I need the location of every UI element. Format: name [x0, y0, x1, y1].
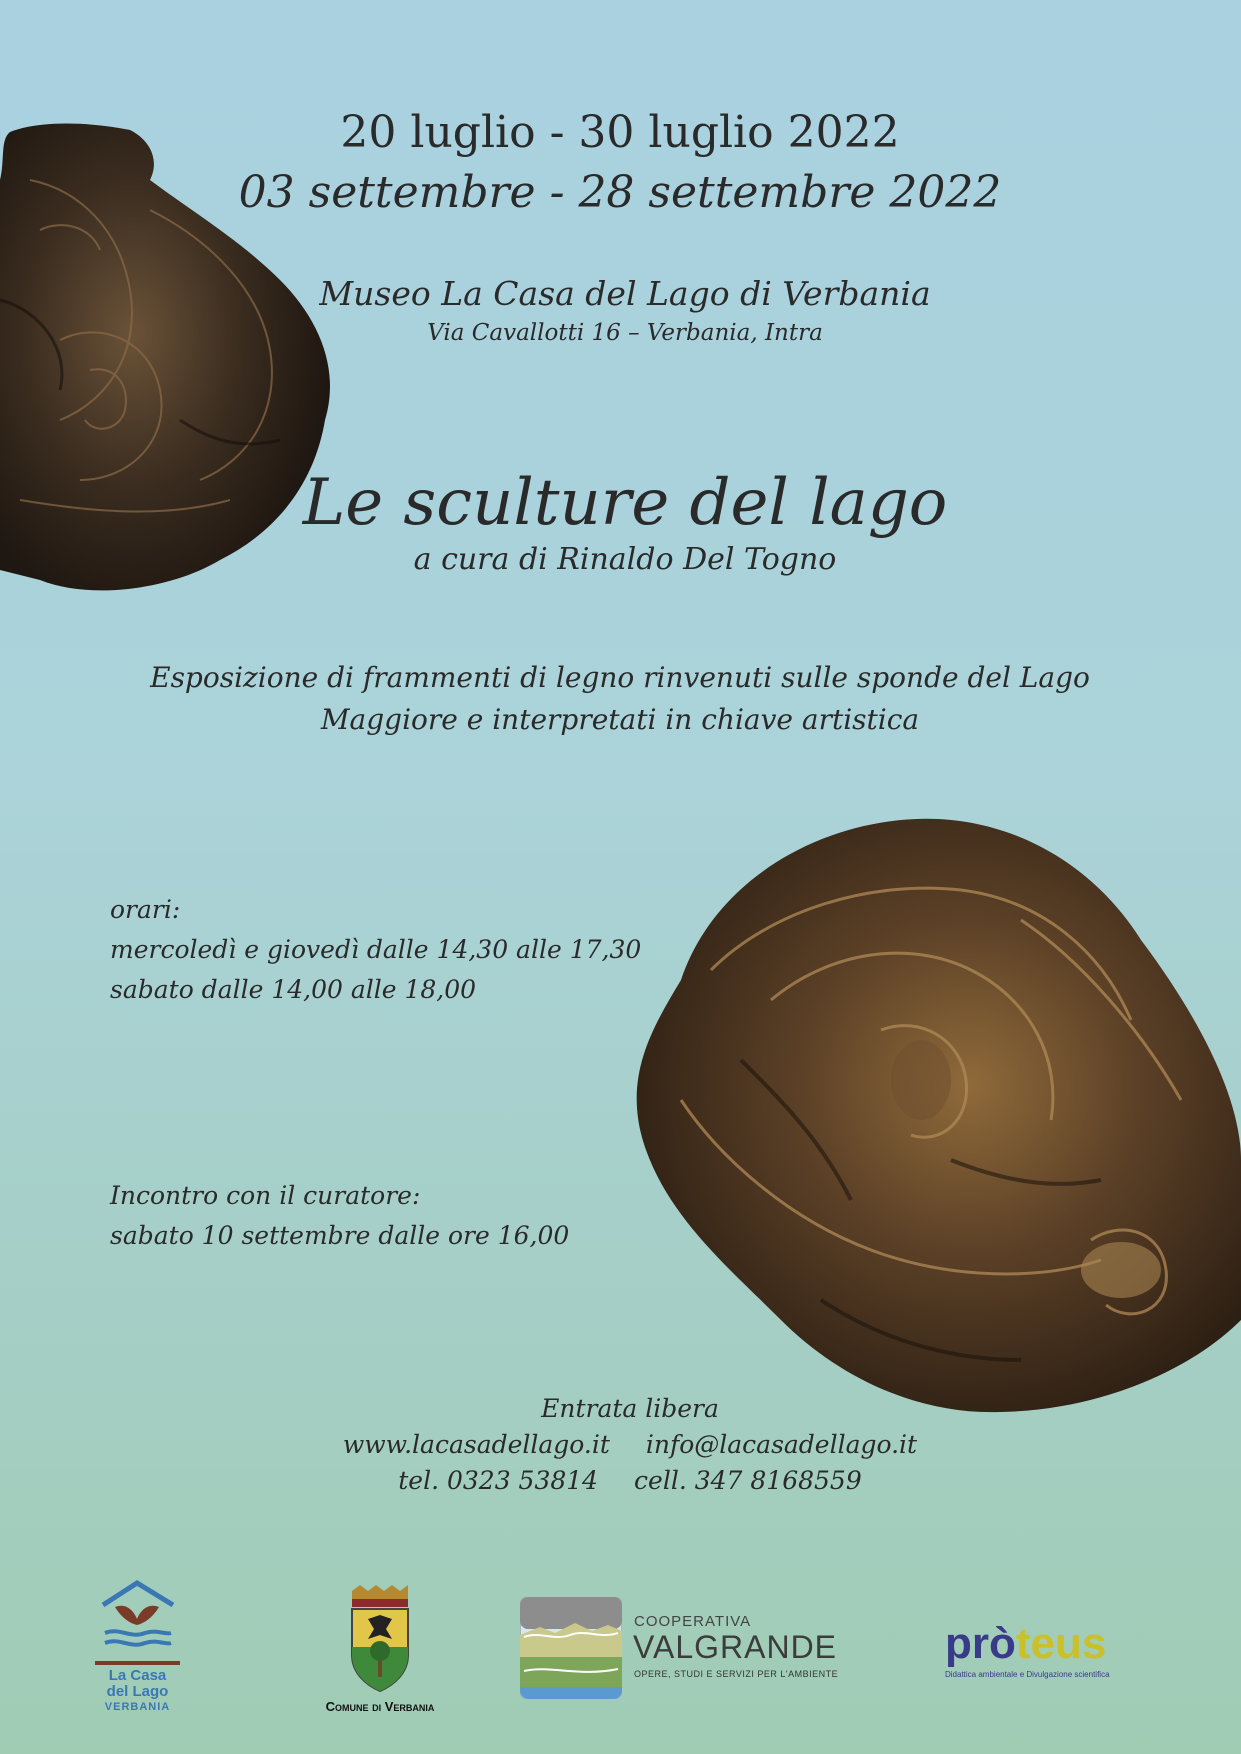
email-link[interactable]: info@lacasadellago.it — [645, 1430, 918, 1459]
valgrande-line3: OPERE, STUDI E SERVIZI PER L'AMBIENTE — [634, 1669, 839, 1679]
description-line-1: Esposizione di frammenti di legno rinvenuti sulle sponde del Lago — [150, 661, 1090, 694]
curator-meeting — [110, 1176, 670, 1256]
proteus-wordmark-b: teus — [1015, 1619, 1107, 1668]
curator-credit: a cura di Rinaldo Del Togno — [413, 542, 837, 577]
meeting-label: Incontro con il curatore: — [110, 1181, 421, 1210]
casa-lago-line1: La Casa — [108, 1667, 167, 1684]
hours-label: orari: — [110, 895, 181, 924]
logo-casa-del-lago — [95, 1575, 180, 1715]
coat-of-arms-icon — [300, 1585, 460, 1693]
phone-number: tel. 0323 53814 — [398, 1466, 599, 1495]
valgrande-line2: VALGRANDE — [633, 1629, 838, 1665]
description-line-2: Maggiore e interpretati in chiave artistica — [320, 703, 920, 736]
proteus-tagline: Didattica ambientale e Divulgazione scientifica — [945, 1670, 1110, 1679]
venue-address: Via Cavallotti 16 – Verbania, Intra — [427, 320, 823, 346]
logo-proteus — [945, 1619, 1145, 1682]
website-link[interactable]: www.lacasadellago.it — [342, 1430, 610, 1459]
entry-note: Entrata libera — [541, 1394, 719, 1423]
event-dates — [220, 103, 1020, 223]
comune-label: Comune di Verbania — [325, 1699, 435, 1714]
sculpture-bottom-right — [621, 800, 1241, 1420]
logo-comune-verbania — [300, 1585, 460, 1720]
casa-lago-line3: VERBANIA — [104, 1701, 171, 1713]
casa-lago-line2: del Lago — [106, 1683, 169, 1700]
hours-line-1: mercoledì e giovedì dalle 14,30 alle 17,30 — [110, 935, 642, 964]
hours-line-2: sabato dalle 14,00 alle 18,00 — [110, 975, 477, 1004]
meeting-detail: sabato 10 settembre dalle ore 16,00 — [110, 1221, 570, 1250]
mobile-number: cell. 347 8168559 — [634, 1466, 862, 1495]
valgrande-mountain-icon — [520, 1597, 622, 1699]
exhibition-title: Le sculture del lago — [302, 466, 948, 540]
logo-valgrande — [520, 1597, 840, 1702]
date-range-1: 20 luglio - 30 luglio 2022 — [340, 107, 900, 158]
casa-del-lago-icon — [95, 1575, 180, 1655]
venue-name: Museo La Casa del Lago di Verbania — [319, 274, 931, 313]
contacts-block — [290, 1391, 970, 1499]
proteus-wordmark — [945, 1619, 1145, 1668]
valgrande-line1: COOPERATIVA — [634, 1613, 752, 1630]
opening-hours — [110, 890, 670, 1010]
exhibition-description — [100, 657, 1140, 741]
date-range-2: 03 settembre - 28 settembre 2022 — [238, 167, 1002, 218]
proteus-wordmark-a: prò — [945, 1619, 1016, 1668]
